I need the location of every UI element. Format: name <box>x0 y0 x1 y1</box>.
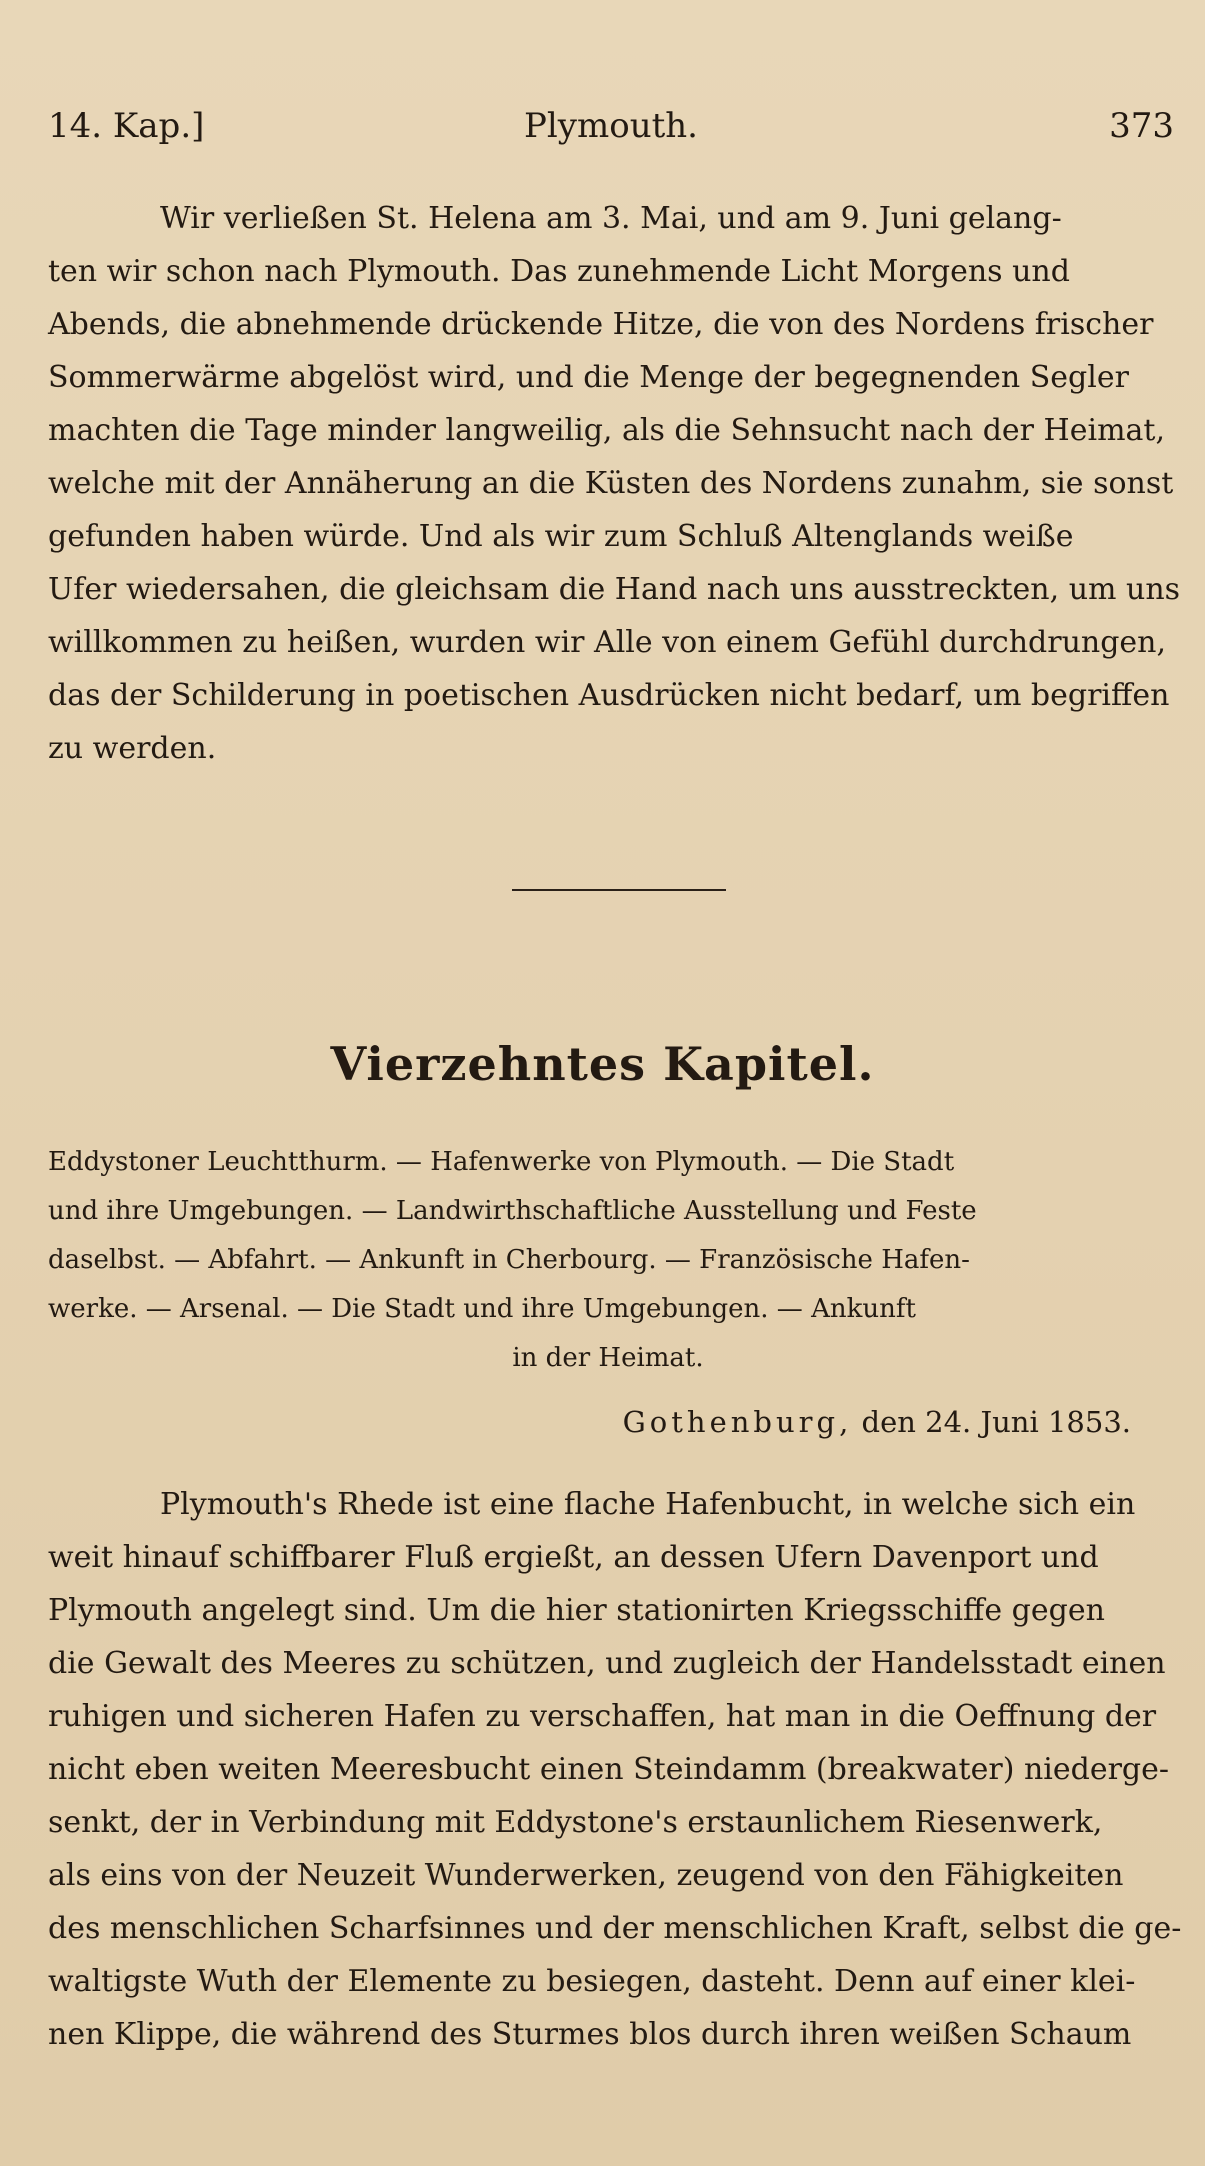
synopsis-line: daselbst. — Abfahrt. — Ankunft in Cherbourg. — Französische Hafen- <box>48 1245 970 1275</box>
text-line: weit hinauf schiffbarer Fluß ergießt, an dessen Ufern Davenport und <box>48 1540 1099 1575</box>
running-head <box>48 104 1174 148</box>
text-line: welche mit der Annäherung an die Küsten des Nordens zunahm, sie sonst <box>48 466 1174 501</box>
text-line: als eins von der Neuzeit Wunderwerken, zeugend von den Fähigkeiten <box>48 1858 1124 1893</box>
text-line: willkommen zu heißen, wurden wir Alle von einem Gefühl durchdrungen, <box>48 625 1167 660</box>
body-paragraph <box>48 1478 1182 2061</box>
synopsis-line: Eddystoner Leuchtthurm. — Hafenwerke von Plymouth. — Die Stadt <box>48 1147 955 1177</box>
chapter-title: Vierzehntes Kapitel. <box>330 1037 875 1091</box>
text-line: nen Klippe, die während des Sturmes blos durch ihren weißen Schaum <box>48 2017 1132 2052</box>
text-line: zu werden. <box>48 731 217 766</box>
text-line: des menschlichen Scharfsinnes und der menschlichen Kraft, selbst die ge- <box>48 1911 1182 1946</box>
text-line: ten wir schon nach Plymouth. Das zunehmende Licht Morgens und <box>48 254 1070 289</box>
dateline-place: Gothenburg, <box>622 1405 853 1439</box>
text-line: Plymouth's Rhede ist eine flache Hafenbucht, in welche sich ein <box>160 1487 1136 1522</box>
text-line: Wir verließen St. Helena am 3. Mai, und am 9. Juni gelang- <box>160 201 1062 236</box>
text-line: ruhigen und sicheren Hafen zu verschaffen, hat man in die Oeffnung der <box>48 1699 1157 1734</box>
text-line: Sommerwärme abgelöst wird, und die Menge der begegnenden Segler <box>48 360 1129 395</box>
section-divider <box>512 889 726 891</box>
text-line: senkt, der in Verbindung mit Eddystone's erstaunlichem Riesenwerk, <box>48 1805 1103 1840</box>
text-line: die Gewalt des Meeres zu schützen, und zugleich der Handelsstadt einen <box>48 1646 1166 1681</box>
intro-paragraph <box>48 192 1181 775</box>
text-line: gefunden haben würde. Und als wir zum Schluß Altenglands weiße <box>48 519 1074 554</box>
chapter-synopsis <box>48 1138 1168 1383</box>
text-line: waltigste Wuth der Elemente zu besiegen, dasteht. Denn auf einer klei- <box>48 1964 1136 1999</box>
synopsis-line: in der Heimat. <box>512 1343 704 1373</box>
synopsis-line: werke. — Arsenal. — Die Stadt und ihre Umgebungen. — Ankunft <box>48 1294 916 1324</box>
chapter-reference: 14. Kap.] <box>48 106 205 146</box>
text-line: machten die Tage minder langweilig, als die Sehnsucht nach der Heimat, <box>48 413 1165 448</box>
text-line: Ufer wiedersahen, die gleichsam die Hand nach uns ausstreckten, um uns <box>48 572 1181 607</box>
text-line: nicht eben weiten Meeresbucht einen Steindamm (breakwater) niederge- <box>48 1752 1170 1787</box>
dateline <box>623 1402 1131 1442</box>
dateline-date: den 24. Juni 1853. <box>861 1405 1131 1439</box>
page-number: 373 <box>1109 106 1174 146</box>
text-line: Abends, die abnehmende drückende Hitze, die von des Nordens frischer <box>48 307 1154 342</box>
text-line: Plymouth angelegt sind. Um die hier stationirten Kriegsschiffe gegen <box>48 1593 1105 1628</box>
text-line: das der Schilderung in poetischen Ausdrücken nicht bedarf, um begriffen <box>48 678 1170 713</box>
synopsis-line: und ihre Umgebungen. — Landwirthschaftliche Ausstellung und Feste <box>48 1196 977 1226</box>
running-title: Plymouth. <box>524 106 698 146</box>
